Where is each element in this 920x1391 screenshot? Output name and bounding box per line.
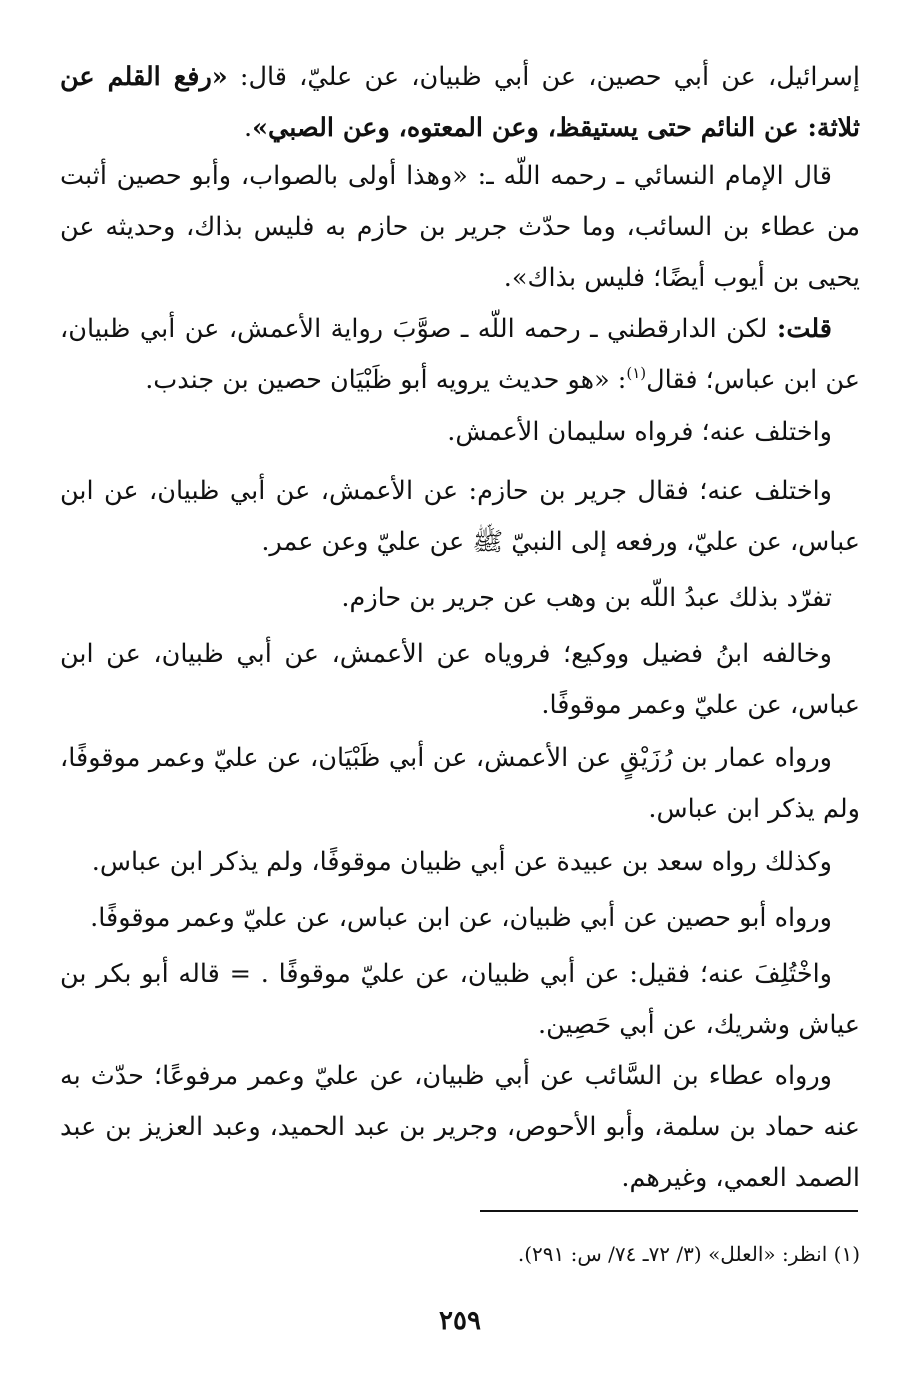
footnote-separator: [480, 1210, 858, 1212]
footnote: (١) انظر: «العلل» (٣/ ٧٢ـ ٧٤/ س: ٢٩١).: [517, 1242, 860, 1266]
paragraph-2: قال الإمام النسائي ـ رحمه اللّه ـ: «وهذا أولى بالصواب، وأبو حصين أثبت من عطاء بن السائب، وما حدّث جرير بن حازم به فليس بذاك، وحديثه عن يحيى بن أيوب أيضًا؛ فليس بذاك».: [60, 161, 860, 293]
page-number: ٢٥٩: [439, 1306, 481, 1336]
paragraph-8: ورواه عمار بن رُزَيْقٍ عن الأعمش، عن أبي ظَبْيَان، عن عليّ وعمر موقوفًا، ولم يذكر ابن عباس.: [60, 743, 860, 824]
paragraph-5: واختلف عنه؛ فقال جرير بن حازم: عن الأعمش، عن أبي ظبيان، عن ابن عباس، عن عليّ، ورفعه إلى النبيّ ﷺ عن عليّ وعن عمر.: [60, 476, 860, 557]
paragraph-10: ورواه أبو حصين عن أبي ظبيان، عن ابن عباس، عن عليّ وعمر موقوفًا.: [90, 903, 832, 933]
paragraph-4: واختلف عنه؛ فرواه سليمان الأعمش.: [447, 417, 832, 447]
paragraph-12: ورواه عطاء بن السَّائب عن أبي ظبيان، عن عليّ وعمر مرفوعًا؛ حدّث به عنه حماد بن سلمة، وأبو الأحوص، وجرير بن عبد الحميد، وعبد العزيز بن عبد الصمد العمي، وغيرهم.: [60, 1061, 860, 1193]
paragraph-1-end: .: [243, 113, 253, 143]
paragraph-1-text: إسرائيل، عن أبي حصين، عن أبي ظبيان، عن عليّ، قال:: [227, 62, 860, 92]
paragraph-3: [60, 304, 860, 406]
paragraph-9: وكذلك رواه سعد بن عبيدة عن أبي ظبيان موقوفًا، ولم يذكر ابن عباس.: [91, 847, 832, 877]
paragraph-3-text: لكن الدارقطني ـ رحمه اللّه ـ صوَّبَ رواية الأعمش، عن أبي ظبيان، عن ابن عباس؛ فقال: [60, 314, 860, 395]
footnote-marker: (١): [626, 364, 647, 382]
paragraph-11: واخْتُلِفَ عنه؛ فقيل: عن أبي ظبيان، عن عليّ موقوفًا . = قاله أبو بكر بن عياش وشريك، عن أبي حَصِين.: [60, 959, 860, 1040]
hadith-quote: «رفع القلم عن ثلاثة: عن النائم حتى يستيقظ، وعن المعتوه، وعن الصبي»: [60, 62, 860, 143]
paragraph-3-quote: : «هو حديث يرويه أبو ظَبْيَان حصين بن جندب.: [145, 365, 627, 395]
paragraph-6: تفرّد بذلك عبدُ اللّه بن وهب عن جرير بن حازم.: [341, 583, 832, 613]
paragraph-1: [60, 52, 860, 154]
paragraph-7: وخالفه ابنُ فضيل ووكيع؛ فروياه عن الأعمش، عن أبي ظبيان، عن ابن عباس، عن عليّ وعمر موقوفًا.: [60, 639, 860, 720]
qultu-label: قلت:: [776, 314, 832, 344]
